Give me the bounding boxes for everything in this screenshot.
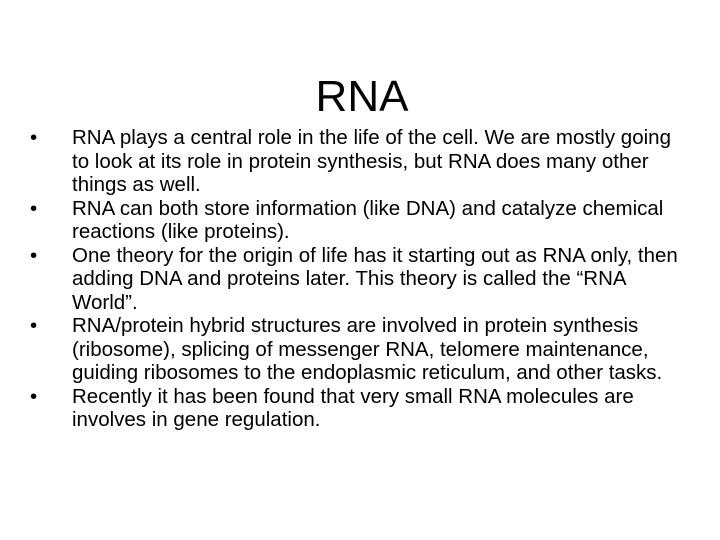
bullet-text: RNA can both store information (like DNA) and catalyze chemical reactions (like proteins). (72, 196, 664, 243)
bullet-item (30, 126, 690, 197)
bullet-item (30, 385, 690, 432)
bullet-text: One theory for the origin of life has it starting out as RNA only, then adding DNA and proteins later. This theory is called the “RNA World”. (72, 243, 678, 314)
bullet-text: RNA plays a central role in the life of the cell. We are mostly going to look at its role in protein synthesis, but RNA does many other things as well. (72, 126, 671, 196)
bullet-text: RNA/protein hybrid structures are involved in protein synthesis (ribosome), splicing of messenger RNA, telomere maintenance, guiding ribosomes to the endoplasmic reticulum, and other tasks. (72, 314, 663, 384)
bullet-text: Recently it has been found that very small RNA molecules are involves in gene regulation. (72, 384, 634, 431)
bullet-dot-icon: • (30, 243, 38, 267)
bullet-list (30, 126, 690, 432)
bullet-dot-icon: • (30, 126, 38, 149)
bullet-dot-icon: • (30, 196, 38, 220)
bullet-dot-icon: • (30, 384, 38, 408)
slide-title: RNA (315, 72, 409, 122)
bullet-item (30, 244, 690, 315)
bullet-item (30, 314, 690, 385)
bullet-item (30, 197, 690, 244)
bullet-dot-icon: • (30, 314, 38, 337)
